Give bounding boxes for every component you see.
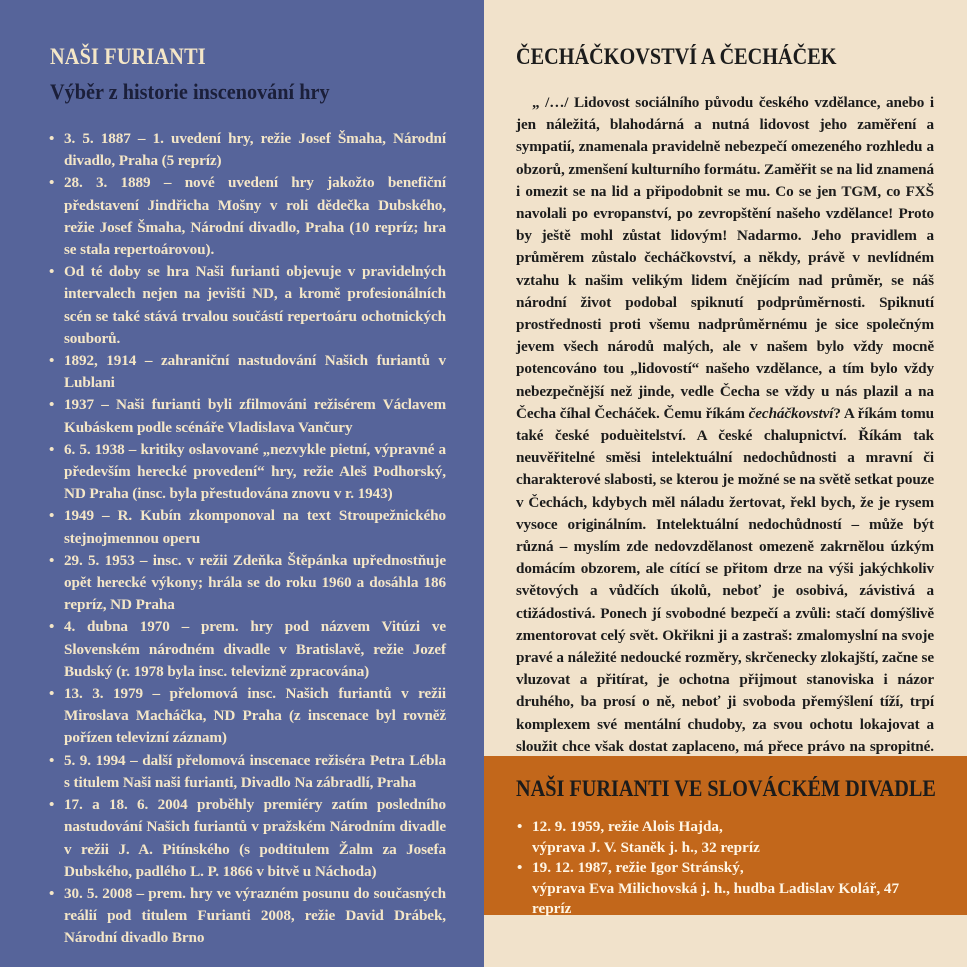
essay-italic-term: čecháčkovství: [748, 404, 834, 422]
essay-text-part2: ? A říkám tomu také české poduèitelství. A české chalupnictví. Říkám tak neuvěřitelné směsi intelektuální nedochůdnosti a mravní či charakterové slabosti, se kterou je možné se na světě setkat pouze v Čechách, kdybych měl náladu žertovat, řekl bych, že je rysem vysoce originálním. Intelektuální nedochůdností – může být různá – myslím zde nedovzdělanost omezeně zakrnělou úzkým domácím obzorem, ale cítící se přitom drze na výši jakýchkoliv světových a vůdčích úkolů, neboť je osobivá, závistivá a ctižádostivá. Ponech jí svobodné bezpečí a zvůli: stačí domýšlivě zmentorovat celý svět. Okřikni ji a zastraš: zmalomyslní na svoje pravé a náležité nedoucké rozměry, skrčenecky zlokajští, začne se vluzovat a přitírat, je ochotna přijmout stanoviska i názor druhého, ba prosí o ně, neboť ji svoboda přemýšlení tíží, trpí komplexem své mentální chudoby, za svou ochotu lokajovat a sloužit chce však dostat zaplaceno, má přece právo na spropitné.: [516, 404, 934, 755]
slovacke-item-line1: 12. 9. 1959, režie Alois Hajda,: [532, 818, 723, 835]
essay-title: ČECHÁČKOVSTVÍ A ČECHÁČEK: [516, 44, 837, 69]
list-item: • 29. 5. 1953 – insc. v režii Zdeňka Štěpánka upřednostňuje opět herecké výkony; hrála se do roku 1960 a dosáhla 186 repríz, ND Praha: [48, 550, 446, 617]
list-item: • 5. 9. 1994 – další přelomová inscenace režiséra Petra Lébla s titulem Naši naši furianti, Divadlo Na zábradlí, Praha: [48, 750, 446, 794]
essay-text: [516, 92, 934, 755]
list-item: • 6. 5. 1938 – kritiky oslavované „nezvykle pietní, výpravné a především herecké provedení“ hry, režie Aleš Podhorský, ND Praha (insc. byla přestudována znovu v r. 1943): [48, 439, 446, 506]
list-item: • Od té doby se hra Naši furianti objevuje v pravidelných intervalech nejen na jevišti ND, a kromě profesionálních scén se také stává trvalou součástí repertoáru ochotnických souborů.: [48, 261, 446, 350]
slovacke-title: NAŠI FURIANTI VE SLOVÁCKÉM DIVADLE: [516, 776, 936, 801]
list-item: • 3. 5. 1887 – 1. uvedení hry, režie Josef Šmaha, Národní divadlo, Praha (5 repríz): [48, 128, 446, 172]
list-item: • 1937 – Naši furianti byli zfilmováni režisérem Václavem Kubáskem podle scénáře Vladislava Vančury: [48, 394, 446, 438]
list-item: • 4. dubna 1970 – prem. hry pod názvem Vitúzi ve Slovenském národném divadle v Bratislavě, režie Jozef Budský (r. 1978 byla insc. televizně zpracována): [48, 616, 446, 683]
left-title: NAŠI FURIANTI: [50, 44, 206, 69]
right-panel: [484, 0, 967, 967]
list-item: • 1892, 1914 – zahraniční nastudování Našich furiantů v Lublani: [48, 350, 446, 394]
list-item: • 17. a 18. 6. 2004 proběhly premiéry zatím posledního nastudování Našich furiantů v pražském Národním divadle v režii J. A. Pitínského (s podtitulem Žalm za Josefa Dubského, padlého L. P. 1866 v bitvě u Náchoda): [48, 794, 446, 883]
slovacke-item-line2: výprava Eva Milichovská j. h., hudba Ladislav Kolář, 47 repríz: [532, 879, 900, 917]
list-item: • 13. 3. 1979 – přelomová insc. Našich furiantů v režii Miroslava Macháčka, ND Praha (z inscenace byl rovněž pořízen televizní záznam): [48, 683, 446, 750]
slovacke-box: [484, 756, 967, 915]
list-item: • 1949 – R. Kubín zkomponoval na text Stroupežnického stejnojmennou operu: [48, 505, 446, 549]
list-item: [516, 858, 936, 920]
slovacke-item-line1: 19. 12. 1987, režie Igor Stránský,: [532, 859, 744, 876]
slovacke-list: [516, 817, 936, 920]
essay-text-part1: „ /…/ Lidovost sociálního původu českého vzdělance, anebo i jen náležitá, blahodárná a nutná lidovost jeho zaměření a sympatií, znamenala pravidelně nebezpečí omezeného rozhledu a obzorů, zmenšení kulturního formátu. Zaměřit se na lid znamená i omezit se na lid a připodobnit se mu. Co se jen TGM, co FXŠ navolali po evropanství, po zevropštění našeho vzdělance! Proto by ještě mohl zůstat lidovým! Nadarmo. Jeho pravidlem a průměrem zůstalo čecháčkovství, a někdy, právě v nevlídném vztahu k našim velikým lidem čnějícím nad průměr, se náš národní život podobal spiknutí podprůměrnosti. Spiknutí prostřednosti proti všemu nadprůměrnému je sice společným jevem všech národů malých, ale v našem bylo vždy mocně potencováno tou „lidovostí“ našeho vzdělance, a tím bylo vždy nebezpečnější než jinde, vedle Čecha se vždy u nás plazil a na Čecha číhal Čecháček. Čemu říkám: [516, 94, 934, 422]
list-item: • 30. 5. 2008 – prem. hry ve výrazném posunu do současných reálií pod titulem Furianti 2008, režie David Drábek, Národní divadlo Brno: [48, 883, 446, 950]
list-item: • 28. 3. 1889 – nové uvedení hry jakožto benefiční představení Jindřicha Mošny v roli dědečka Dubského, režie Josef Šmaha, Národní divadlo, Praha (10 repríz; hra se stala repertoárovou).: [48, 172, 446, 261]
history-list: [48, 128, 446, 950]
left-subtitle: Výběr z historie inscenování hry: [50, 79, 330, 104]
list-item: [516, 817, 936, 858]
slovacke-item-line2: výprava J. V. Staněk j. h., 32 repríz: [532, 838, 760, 856]
